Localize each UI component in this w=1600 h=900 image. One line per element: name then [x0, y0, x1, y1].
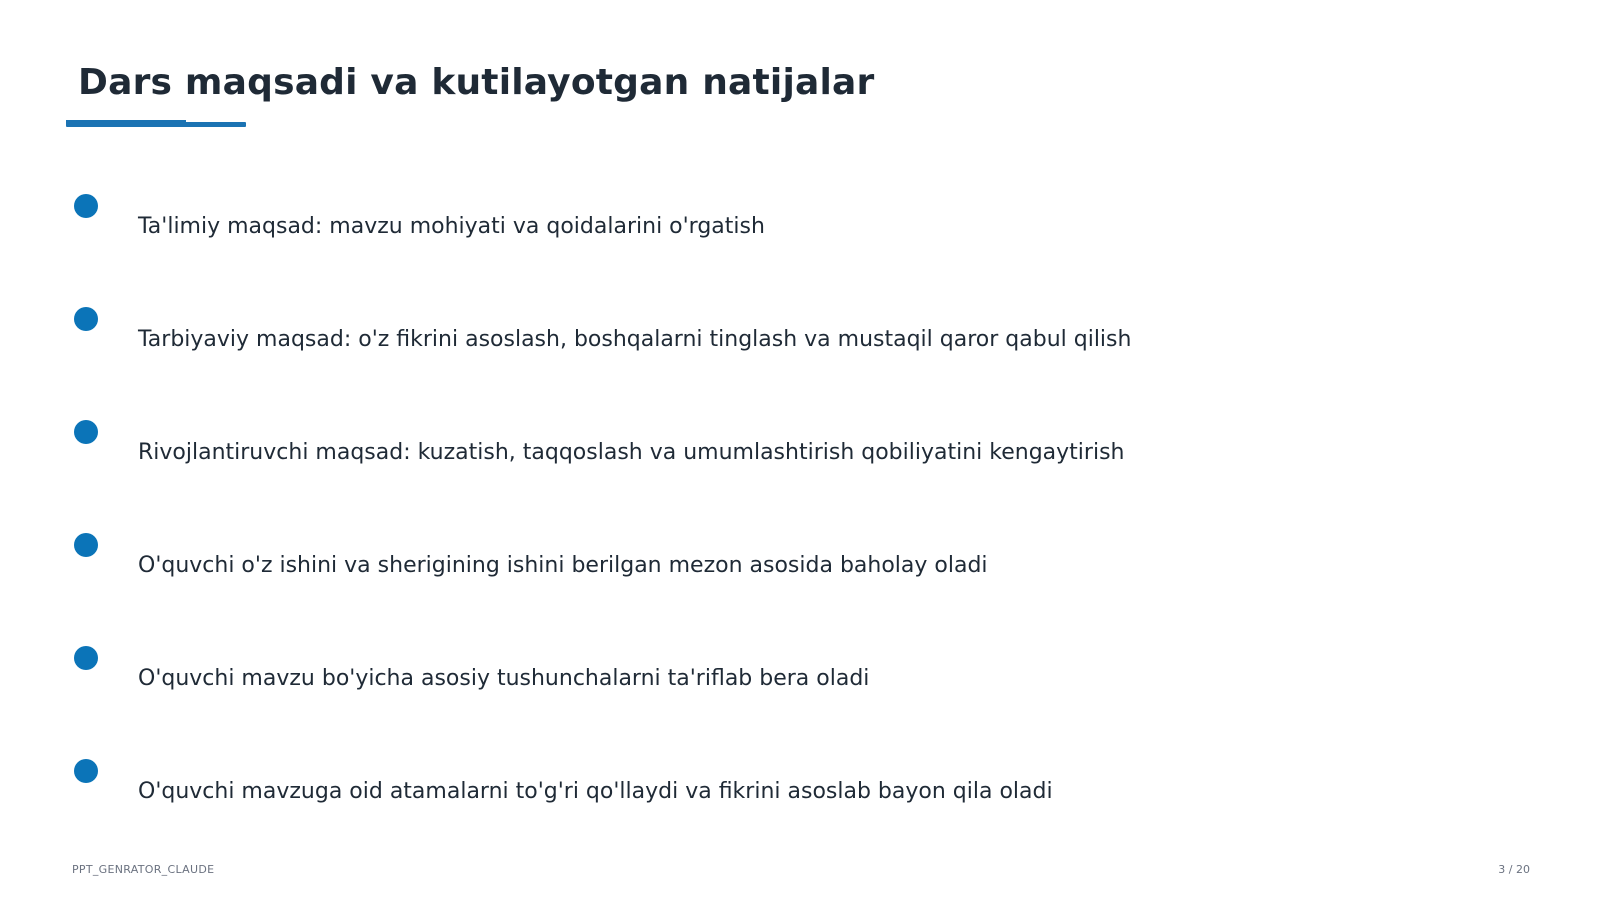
bullet-dot-icon [74, 307, 98, 331]
bullet-item [0, 307, 1600, 367]
bullet-item [0, 533, 1600, 593]
bullet-item [0, 420, 1600, 480]
bullet-text: Tarbiyaviy maqsad: o'z fikrini asoslash, boshqalarni tinglash va mustaqil qaror qabul qilish [138, 327, 1132, 352]
bullet-text: O'quvchi mavzuga oid atamalarni to'g'ri qo'llaydi va fikrini asoslab bayon qila oladi [138, 779, 1053, 804]
bullet-text: Ta'limiy maqsad: mavzu mohiyati va qoidalarini o'rgatish [138, 214, 765, 239]
bullet-dot-icon [74, 533, 98, 557]
bullet-text: O'quvchi mavzu bo'yicha asosiy tushunchalarni ta'riflab bera oladi [138, 666, 870, 691]
bullet-dot-icon [74, 194, 98, 218]
bullet-dot-icon [74, 420, 98, 444]
footer-label: PPT_GENRATOR_CLAUDE [72, 863, 215, 876]
bullet-text: Rivojlantiruvchi maqsad: kuzatish, taqqoslash va umumlashtirish qobiliyatini kengaytirish [138, 440, 1125, 465]
bullet-dot-icon [74, 759, 98, 783]
bullet-item [0, 646, 1600, 706]
slide-title: Dars maqsadi va kutilayotgan natijalar [78, 62, 875, 103]
bullet-dot-icon [74, 646, 98, 670]
bullet-item [0, 194, 1600, 254]
page-number: 3 / 20 [1498, 863, 1530, 876]
bullet-text: O'quvchi o'z ishini va sherigining ishini berilgan mezon asosida baholay oladi [138, 553, 988, 578]
bullet-item [0, 759, 1600, 819]
